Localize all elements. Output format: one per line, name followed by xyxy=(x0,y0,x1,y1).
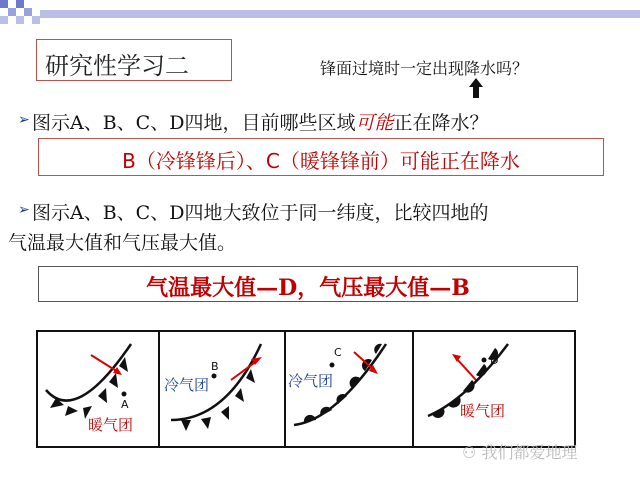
point-c xyxy=(330,363,335,368)
warm-air-mass-label: 暖气团 xyxy=(460,402,506,420)
banner-square xyxy=(0,16,8,24)
banner-bar xyxy=(40,10,640,18)
cold-front-triangles xyxy=(50,357,128,419)
answer-1: B（冷锋锋后）、C（暖锋锋前）可能正在降水 xyxy=(122,149,520,173)
slide-title: 研究性学习二 xyxy=(45,52,189,80)
point-d xyxy=(482,358,487,363)
point-a-label: A xyxy=(121,398,129,411)
answer-2-box xyxy=(38,266,578,302)
front-diagram xyxy=(36,330,576,448)
panel-2 xyxy=(164,344,262,431)
bullet-arrow-icon: ➢ xyxy=(18,202,30,218)
top-banner xyxy=(0,0,640,26)
watermark xyxy=(462,440,577,463)
panel-3 xyxy=(288,344,386,425)
banner-square xyxy=(24,8,32,16)
top-question: 锋面过境时一定出现降水吗？ xyxy=(320,59,529,78)
q1-prefix: 图示A、B、C、D四地，目前哪些区域 xyxy=(32,112,356,134)
point-d-label: D xyxy=(490,354,499,367)
answer-2: 气温最大值—D，气压最大值—B xyxy=(146,275,470,301)
bullet-arrow-icon: ➢ xyxy=(18,112,30,128)
cold-air-mass-label: 冷气团 xyxy=(288,372,334,390)
question-2 xyxy=(8,198,632,258)
point-b-label: B xyxy=(211,360,219,373)
banner-square xyxy=(32,16,40,24)
question-1 xyxy=(32,108,489,135)
title-box xyxy=(36,39,232,81)
banner-square xyxy=(16,16,24,24)
panel-4 xyxy=(428,344,508,420)
banner-square xyxy=(0,0,8,8)
q1-emphasis: 可能 xyxy=(355,112,394,134)
point-c-label: C xyxy=(334,346,342,359)
motion-arrow xyxy=(456,358,476,380)
point-a xyxy=(122,392,127,397)
warm-air-mass-label: 暖气团 xyxy=(88,416,134,434)
motion-arrow xyxy=(91,355,118,372)
up-arrow-icon xyxy=(469,78,483,98)
point-b xyxy=(212,374,217,379)
q2-line-1: 图示A、B、C、D四地大致位于同一纬度，比较四地的 xyxy=(32,202,489,224)
cold-air-mass-label: 冷气团 xyxy=(164,376,210,394)
banner-square xyxy=(8,8,16,16)
wechat-icon: ⚇ xyxy=(462,443,477,462)
banner-square xyxy=(16,0,24,8)
panel-1 xyxy=(46,344,133,434)
watermark-text: 我们都爱地理 xyxy=(481,443,578,462)
q2-line-2: 气温最大值和气压最大值。 xyxy=(8,232,237,254)
answer-1-box xyxy=(38,138,604,176)
q1-suffix: 正在降水？ xyxy=(393,112,489,134)
